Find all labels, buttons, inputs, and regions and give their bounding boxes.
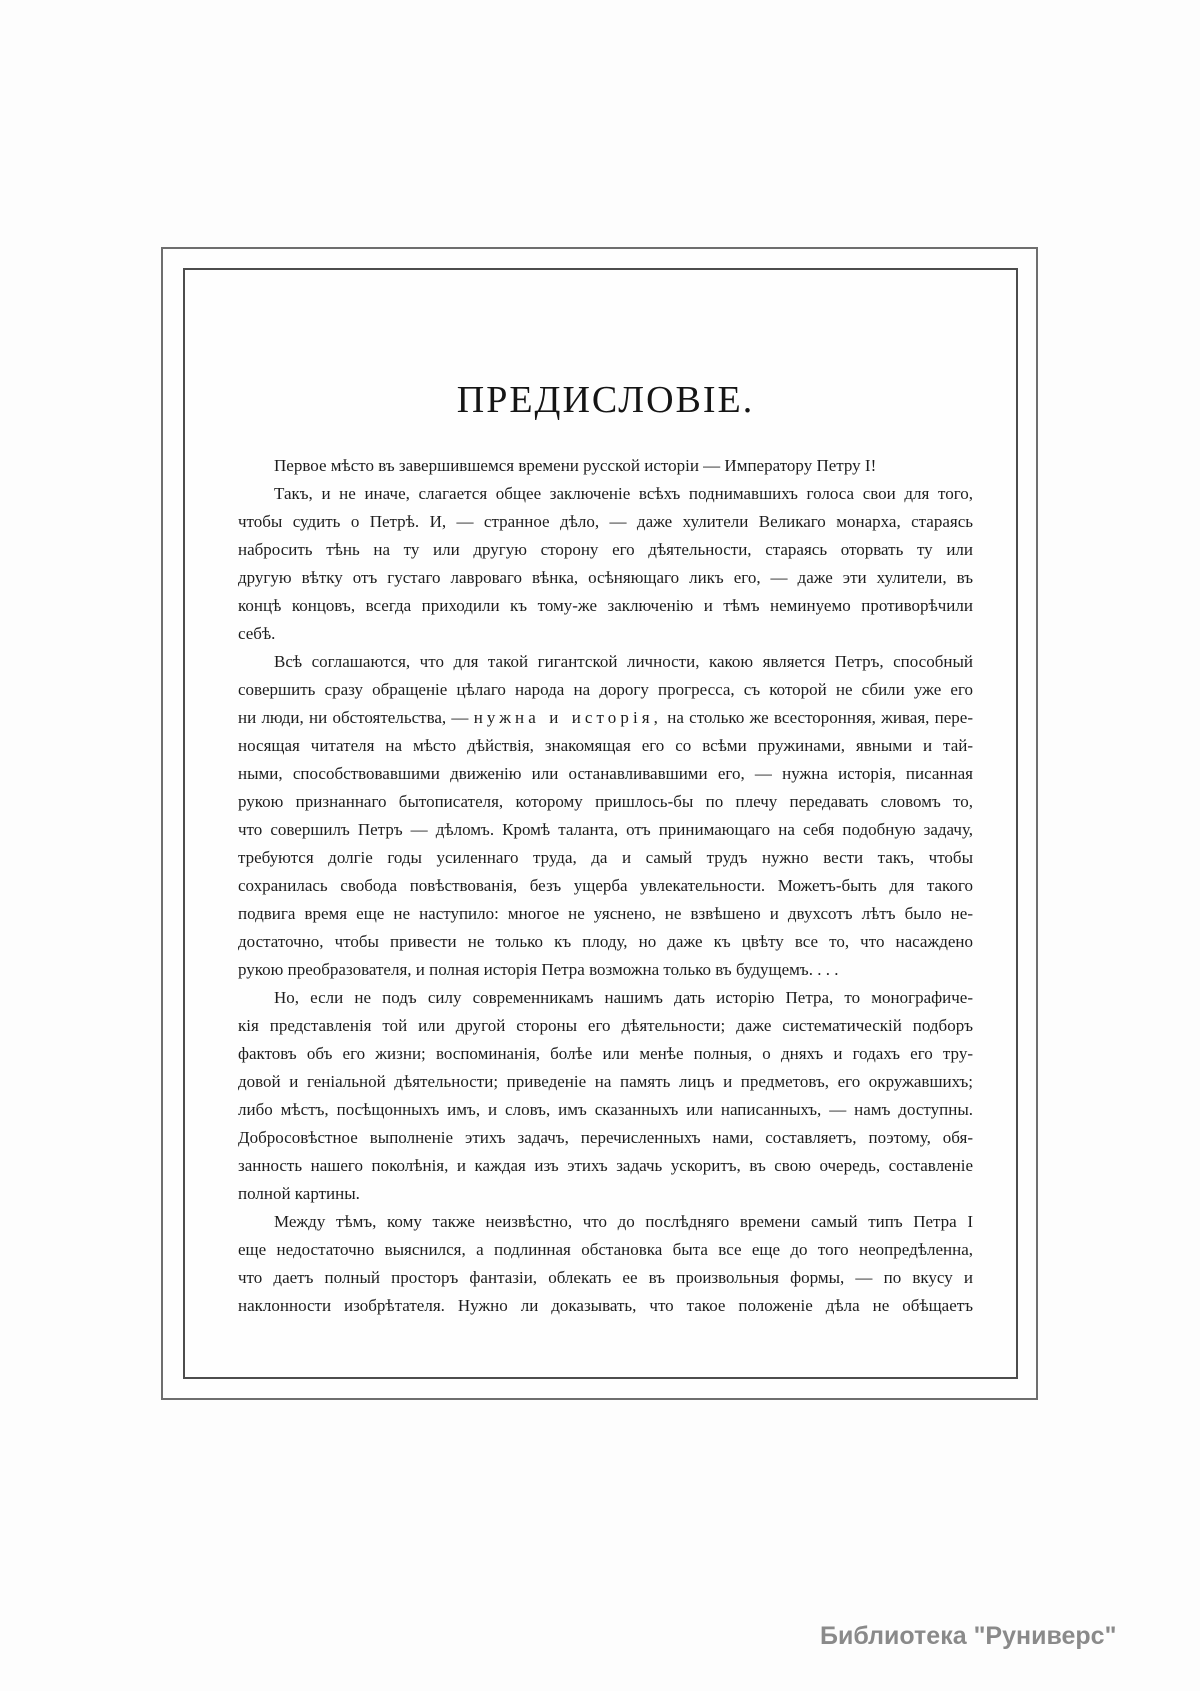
text-line [238, 760, 973, 788]
text-line [238, 452, 973, 480]
page-title: ПРЕДИСЛОВІЕ. [456, 379, 755, 421]
text-line [238, 1012, 973, 1040]
text-segment: наклонности изобрѣтателя. Нужно ли доказывать, что такое положеніе дѣла не обѣщаетъ [238, 1296, 973, 1315]
text-segment: что даетъ полный просторъ фантазіи, облекать ее въ произвольныя формы, — по вкусу и [238, 1268, 973, 1287]
paragraph [238, 984, 973, 1208]
text-line [238, 564, 973, 592]
text-segment: ни люди, ни обстоятельства, — [238, 708, 474, 727]
text-segment: другую вѣтку отъ густаго лавроваго вѣнка, осѣняющаго ликъ его, — даже эти хулители, въ [238, 568, 973, 587]
text-segment: довой и геніальной дѣятельности; приведеніе на память лицъ и предметовъ, его окружавшихъ; [238, 1072, 973, 1091]
text-line [238, 480, 973, 508]
text-segment: совершить сразу обращеніе цѣлаго народа на дорогу прогресса, съ которой не сбили уже его [238, 680, 973, 699]
text-line [238, 1236, 973, 1264]
text-line [238, 648, 973, 676]
paragraphs [238, 452, 973, 1320]
text-segment: на столько же всесторонняя, живая, пере- [662, 708, 974, 727]
text-segment: занность нашего поколѣнія, и каждая изъ этихъ задачь ускоритъ, въ свою очередь, составленіе [238, 1156, 973, 1175]
text-segment: Первое мѣсто въ завершившемся времени русской исторіи — Императору Петру I! [274, 456, 877, 475]
text-segment: Но, если не подъ силу современникамъ нашимъ дать исторію Петра, то монографиче- [274, 988, 973, 1007]
text-line [238, 592, 973, 620]
text-line [238, 956, 973, 984]
text-segment: достаточно, чтобы привести не только къ плоду, но даже къ цвѣту все то, что насаждено [238, 932, 973, 951]
text-segment: носящая читателя на мѣсто дѣйствія, знакомящая его со всѣми пружинами, явными и тай- [238, 736, 973, 755]
inner-rule-frame [183, 268, 1018, 1379]
text-line [238, 508, 973, 536]
text-segment: фактовъ объ его жизни; воспоминанія, болѣе или менѣе полныя, о дняхъ и годахъ его тру- [238, 1044, 973, 1063]
text-line [238, 1152, 973, 1180]
text-line [238, 788, 973, 816]
text-line [238, 1208, 973, 1236]
text-line [238, 1040, 973, 1068]
text-segment: Добросовѣстное выполненіе этихъ задачъ, перечисленныхъ нами, составляетъ, поэтому, обя- [238, 1128, 973, 1147]
paragraph [238, 480, 973, 648]
text-segment: полной картины. [238, 1184, 360, 1203]
text-line [238, 1096, 973, 1124]
text-segment: Между тѣмъ, кому также неизвѣстно, что до послѣдняго времени самый типъ Петра I [274, 1212, 973, 1231]
text-line [238, 732, 973, 760]
text-segment: еще недостаточно выяснился, а подлинная обстановка быта все еще до того неопредѣленна, [238, 1240, 973, 1259]
paragraph [238, 452, 973, 480]
text-line [238, 872, 973, 900]
text-line [238, 1068, 973, 1096]
text-segment: себѣ. [238, 624, 276, 643]
text-line [238, 704, 973, 732]
paragraph [238, 1208, 973, 1320]
page-content [185, 270, 1016, 1377]
text-line [238, 1292, 973, 1320]
text-segment: подвига время еще не наступило: многое не уяснено, не взвѣшено и двухсотъ лѣтъ было не- [238, 904, 973, 923]
emphasized-spaced-text: нужна и исторія, [473, 708, 662, 727]
text-segment: рукою признаннаго бытописателя, которому пришлось-бы по плечу передавать словомъ то, [238, 792, 973, 811]
text-segment: что совершилъ Петръ — дѣломъ. Кромѣ таланта, отъ принимающаго на себя подобную задачу, [238, 820, 973, 839]
text-segment: Всѣ соглашаются, что для такой гигантской личности, какою является Петръ, способный [274, 652, 973, 671]
text-segment: сохранилась свобода повѣствованія, безъ ущерба увлекательности. Можетъ-быть для такого [238, 876, 973, 895]
text-segment: рукою преобразователя, и полная исторія Петра возможна только въ будущемъ. . . . [238, 960, 839, 979]
text-segment: требуются долгіе годы усиленнаго труда, да и самый трудъ нужно вести такъ, чтобы [238, 848, 973, 867]
text-line [238, 676, 973, 704]
text-line [238, 900, 973, 928]
text-segment: чтобы судить о Петрѣ. И, — странное дѣло, — даже хулители Великаго монарха, стараясь [238, 512, 973, 531]
text-line [238, 928, 973, 956]
text-segment: либо мѣстъ, посѣщонныхъ имъ, и словъ, имъ сказанныхъ или написанныхъ, — намъ доступны. [238, 1100, 973, 1119]
text-line [238, 1264, 973, 1292]
text-line [238, 816, 973, 844]
text-line [238, 620, 973, 648]
library-watermark: Библиотека "Руниверс" [820, 1622, 1117, 1650]
text-line [238, 1180, 973, 1208]
text-segment: кія представленія той или другой стороны его дѣятельности; даже систематическій подборъ [238, 1016, 973, 1035]
text-line [238, 1124, 973, 1152]
text-segment: ными, способствовавшими движенію или останавливавшими его, — нужна исторія, писанная [238, 764, 973, 783]
text-segment: набросить тѣнь на ту или другую сторону его дѣятельности, стараясь оторвать ту или [238, 540, 973, 559]
outer-rule-frame [161, 247, 1038, 1400]
text-line [238, 536, 973, 564]
text-segment: Такъ, и не иначе, слагается общее заключеніе всѣхъ поднимавшихъ голоса свои для того, [274, 484, 973, 503]
text-segment: концѣ концовъ, всегда приходили къ тому-же заключенію и тѣмъ неминуемо противорѣчили [238, 596, 973, 615]
paragraph [238, 648, 973, 984]
text-line [238, 844, 973, 872]
text-line [238, 984, 973, 1012]
